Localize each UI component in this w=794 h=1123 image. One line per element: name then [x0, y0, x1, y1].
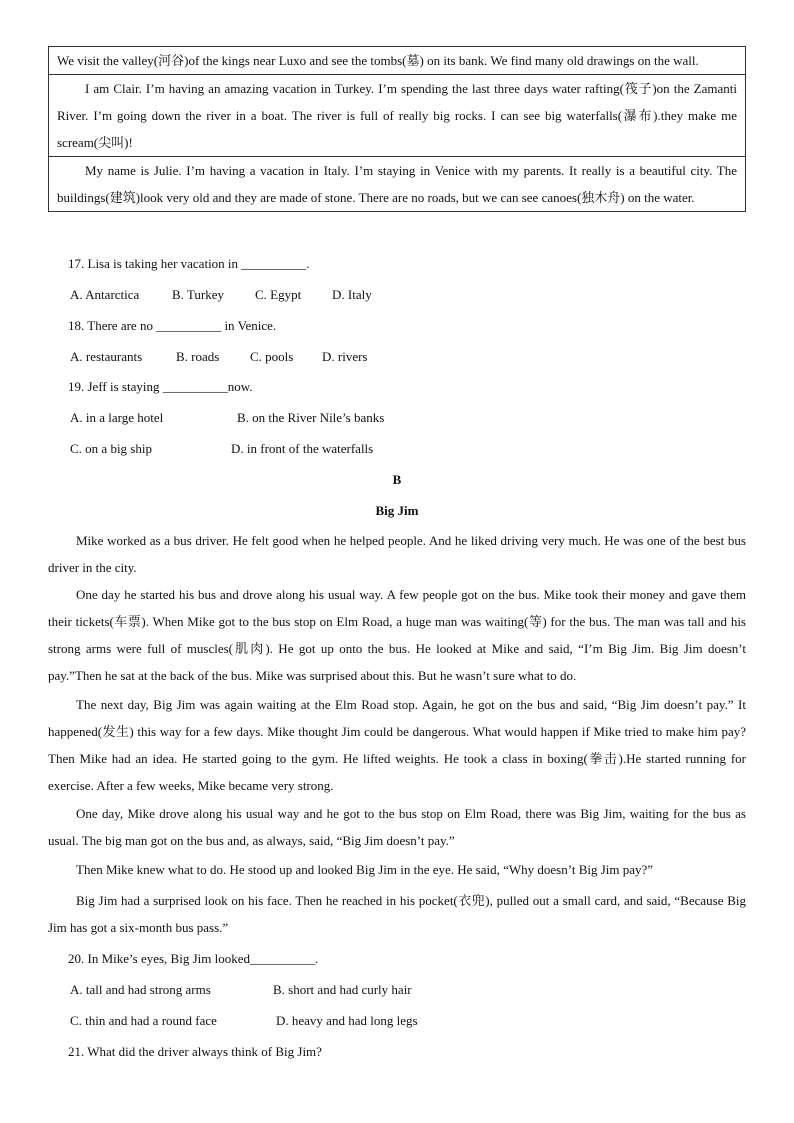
question-21: 21. What did the driver always think of Big Jim? [68, 1044, 322, 1059]
story-paragraph: Mike worked as a bus driver. He felt good when he helped people. And he liked driving very much. He was one of the best bus driver in the city. [48, 533, 746, 575]
q19-option-a: A. in a large hotel [70, 410, 164, 425]
q20-option-b: B. short and had curly hair [273, 982, 412, 997]
q18-option-a: A. restaurants [70, 349, 143, 364]
story-paragraph: Big Jim had a surprised look on his face. Then he reached in his pocket(衣兜), pulled out a small card, and said, “Because Big Jim has got a six-month bus pass.” [48, 893, 746, 935]
q20-option-c: C. thin and had a round face [70, 1013, 217, 1028]
question-18: 18. There are no __________ in Venice. [68, 318, 277, 333]
question-19: 19. Jeff is staying __________now. [68, 379, 253, 394]
story-paragraph: Then Mike knew what to do. He stood up and looked Big Jim in the eye. He said, “Why doesn’t Big Jim pay?” [76, 862, 654, 877]
q18-option-c: C. pools [250, 349, 294, 364]
q18-option-b: B. roads [176, 349, 220, 364]
question-17: 17. Lisa is taking her vacation in __________. [68, 256, 310, 271]
passage-clair: I am Clair. I’m having an amazing vacation in Turkey. I’m spending the last three days water rafting(筏子)on the Zamanti River. I’m going down the river in a boat. The river is full of really big rocks. I can see big waterfalls(瀑布).they make me scream(尖叫)! [49, 74, 745, 156]
section-label: B [392, 472, 402, 487]
question-20: 20. In Mike’s eyes, Big Jim looked__________. [68, 951, 319, 966]
passage-julie: My name is Julie. I’m having a vacation in Italy. I’m staying in Venice with my parents. It really is a beautiful city. The buildings(建筑)look very old and they are made of stone. There are no roads, but we can see canoes(独木舟) on the water. [49, 156, 745, 211]
q19-option-b: B. on the River Nile’s banks [237, 410, 385, 425]
q17-option-d: D. Italy [332, 287, 372, 302]
q20-option-d: D. heavy and had long legs [276, 1013, 418, 1028]
story-paragraph: The next day, Big Jim was again waiting at the Elm Road stop. Again, he got on the bus and said, “Big Jim doesn’t pay.” It happened(发生) this way for a few days. Mike thought Jim could be dangerous. What would happen if Mike tried to make him pay? Then Mike had an idea. He started going to the gym. He lifted weights. He took a class in boxing(拳击).He started running for exercise. After a few weeks, Mike became very strong. [48, 697, 746, 793]
q19-option-c: C. on a big ship [70, 441, 152, 456]
passage-egypt: We visit the valley(河谷)of the kings near Luxo and see the tombs(墓) on its bank. We find many old drawings on the wall. [57, 53, 699, 68]
reading-passages-table [48, 46, 746, 212]
story-title: Big Jim [375, 503, 419, 518]
q20-option-a: A. tall and had strong arms [70, 982, 211, 997]
q18-option-d: D. rivers [322, 349, 368, 364]
q19-option-d: D. in front of the waterfalls [231, 441, 374, 456]
story-paragraph: One day he started his bus and drove along his usual way. A few people got on the bus. Mike took their money and gave them their tickets(车票). When Mike got to the bus stop on Elm Road, a huge man was waiting(等) for the bus. The man was tall and his strong arms were full of muscles(肌肉). He got up onto the bus. He looked at Mike and said, “I’m Big Jim. Big Jim doesn’t pay.”Then he sat at the back of the bus. Mike was surprised about this. But he wasn’t sure what to do. [48, 587, 746, 683]
q17-option-b: B. Turkey [172, 287, 225, 302]
q17-option-a: A. Antarctica [70, 287, 140, 302]
q17-option-c: C. Egypt [255, 287, 302, 302]
story-paragraph: One day, Mike drove along his usual way and he got to the bus stop on Elm Road, there was Big Jim, waiting for the bus as usual. The big man got on the bus and, as always, said, “Big Jim doesn’t pay.” [48, 806, 746, 848]
